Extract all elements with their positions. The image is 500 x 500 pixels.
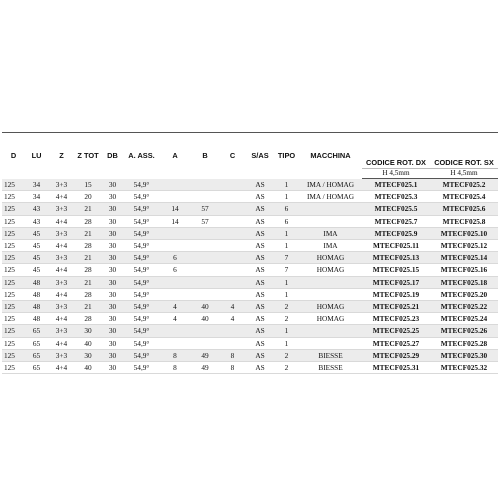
cell-z: 3+3 (48, 276, 75, 288)
cell-lu: 45 (25, 240, 48, 252)
cell-c (219, 240, 246, 252)
product-table-container (2, 132, 498, 374)
cell-a (159, 191, 191, 203)
cell-db: 30 (101, 325, 124, 337)
cell-d: 125 (2, 325, 25, 337)
cell-lu: 65 (25, 325, 48, 337)
cell-z-tot: 28 (75, 264, 101, 276)
header-a-ass: A. ASS. (124, 133, 159, 179)
cell-codice-sx: MTECF025.30 (430, 349, 498, 361)
cell-z-tot: 28 (75, 240, 101, 252)
cell-db: 30 (101, 313, 124, 325)
cell-codice-dx: MTECF025.15 (362, 264, 430, 276)
cell-a-ass: 54,9° (124, 240, 159, 252)
header-d: D (2, 133, 25, 179)
cell-db: 30 (101, 203, 124, 215)
cell-s-as: AS (246, 203, 274, 215)
header-macchina: MACCHINA (299, 133, 362, 179)
table-row (2, 313, 498, 325)
cell-a-ass: 54,9° (124, 227, 159, 239)
cell-tipo: 1 (274, 240, 299, 252)
cell-z: 3+3 (48, 227, 75, 239)
cell-b: 57 (191, 203, 219, 215)
cell-tipo: 1 (274, 337, 299, 349)
cell-db: 30 (101, 276, 124, 288)
cell-z-tot: 21 (75, 301, 101, 313)
cell-codice-dx: MTECF025.27 (362, 337, 430, 349)
cell-a: 4 (159, 301, 191, 313)
cell-s-as: AS (246, 325, 274, 337)
cell-db: 30 (101, 179, 124, 191)
table-row (2, 203, 498, 215)
cell-a-ass: 54,9° (124, 179, 159, 191)
cell-lu: 48 (25, 288, 48, 300)
cell-macchina: HOMAG (299, 301, 362, 313)
cell-codice-sx: MTECF025.24 (430, 313, 498, 325)
cell-s-as: AS (246, 349, 274, 361)
cell-b (191, 227, 219, 239)
cell-db: 30 (101, 215, 124, 227)
cell-tipo: 1 (274, 227, 299, 239)
cell-c (219, 203, 246, 215)
cell-b (191, 325, 219, 337)
cell-c (219, 288, 246, 300)
cell-b (191, 288, 219, 300)
cell-codice-dx: MTECF025.11 (362, 240, 430, 252)
cell-z-tot: 30 (75, 349, 101, 361)
cell-a-ass: 54,9° (124, 203, 159, 215)
cell-z-tot: 28 (75, 313, 101, 325)
cell-tipo: 1 (274, 191, 299, 203)
cell-z: 3+3 (48, 252, 75, 264)
cell-z: 3+3 (48, 349, 75, 361)
cell-lu: 48 (25, 276, 48, 288)
cell-z-tot: 30 (75, 325, 101, 337)
cell-macchina: HOMAG (299, 264, 362, 276)
cell-a-ass: 54,9° (124, 313, 159, 325)
table-row (2, 191, 498, 203)
cell-z-tot: 28 (75, 288, 101, 300)
cell-z-tot: 21 (75, 227, 101, 239)
table-row (2, 337, 498, 349)
cell-b: 57 (191, 215, 219, 227)
cell-a (159, 227, 191, 239)
header-z: Z (48, 133, 75, 179)
cell-db: 30 (101, 191, 124, 203)
cell-c (219, 252, 246, 264)
cell-b: 40 (191, 313, 219, 325)
cell-s-as: AS (246, 288, 274, 300)
header-s-as: S/AS (246, 133, 274, 179)
cell-d: 125 (2, 301, 25, 313)
table-body (2, 179, 498, 374)
cell-z: 3+3 (48, 203, 75, 215)
header-dx-thickness: H 4,5mm (362, 169, 430, 179)
cell-macchina: IMA (299, 227, 362, 239)
cell-d: 125 (2, 191, 25, 203)
cell-a: 8 (159, 362, 191, 374)
cell-codice-dx: MTECF025.19 (362, 288, 430, 300)
cell-codice-dx: MTECF025.9 (362, 227, 430, 239)
cell-a-ass: 54,9° (124, 337, 159, 349)
cell-a: 8 (159, 349, 191, 361)
cell-a-ass: 54,9° (124, 325, 159, 337)
cell-s-as: AS (246, 264, 274, 276)
cell-s-as: AS (246, 276, 274, 288)
cell-s-as: AS (246, 179, 274, 191)
cell-lu: 65 (25, 362, 48, 374)
cell-lu: 34 (25, 191, 48, 203)
cell-a (159, 276, 191, 288)
cell-tipo: 2 (274, 349, 299, 361)
cell-macchina (299, 288, 362, 300)
cell-db: 30 (101, 301, 124, 313)
cell-c: 4 (219, 313, 246, 325)
cell-lu: 45 (25, 252, 48, 264)
cell-s-as: AS (246, 301, 274, 313)
table-row (2, 179, 498, 191)
cell-c (219, 191, 246, 203)
cell-db: 30 (101, 227, 124, 239)
cell-z: 4+4 (48, 288, 75, 300)
header-a: A (159, 133, 191, 179)
cell-a-ass: 54,9° (124, 215, 159, 227)
cell-b (191, 191, 219, 203)
cell-b: 49 (191, 362, 219, 374)
cell-d: 125 (2, 264, 25, 276)
cell-z-tot: 20 (75, 191, 101, 203)
cell-c: 8 (219, 349, 246, 361)
cell-d: 125 (2, 227, 25, 239)
cell-codice-sx: MTECF025.26 (430, 325, 498, 337)
table-row (2, 252, 498, 264)
cell-codice-sx: MTECF025.2 (430, 179, 498, 191)
cell-macchina: IMA / HOMAG (299, 179, 362, 191)
cell-c (219, 215, 246, 227)
cell-b (191, 337, 219, 349)
cell-codice-sx: MTECF025.12 (430, 240, 498, 252)
cell-db: 30 (101, 362, 124, 374)
cell-tipo: 1 (274, 288, 299, 300)
cell-c (219, 227, 246, 239)
cell-lu: 65 (25, 337, 48, 349)
cell-z: 3+3 (48, 325, 75, 337)
cell-db: 30 (101, 288, 124, 300)
cell-codice-sx: MTECF025.14 (430, 252, 498, 264)
cell-z-tot: 15 (75, 179, 101, 191)
cell-s-as: AS (246, 337, 274, 349)
table-row (2, 264, 498, 276)
cell-tipo: 1 (274, 179, 299, 191)
cell-tipo: 2 (274, 301, 299, 313)
cell-a (159, 325, 191, 337)
cell-codice-dx: MTECF025.31 (362, 362, 430, 374)
cell-c (219, 264, 246, 276)
cell-macchina: HOMAG (299, 313, 362, 325)
cell-macchina: BIESSE (299, 349, 362, 361)
cell-tipo: 1 (274, 325, 299, 337)
header-c: C (219, 133, 246, 179)
cell-z: 4+4 (48, 313, 75, 325)
cell-s-as: AS (246, 240, 274, 252)
cell-lu: 48 (25, 313, 48, 325)
cell-db: 30 (101, 264, 124, 276)
cell-d: 125 (2, 203, 25, 215)
cell-a-ass: 54,9° (124, 362, 159, 374)
cell-macchina: HOMAG (299, 252, 362, 264)
cell-z-tot: 21 (75, 276, 101, 288)
cell-lu: 65 (25, 349, 48, 361)
cell-macchina (299, 337, 362, 349)
header-sx-thickness: H 4,5mm (430, 169, 498, 179)
cell-macchina (299, 276, 362, 288)
cell-codice-dx: MTECF025.21 (362, 301, 430, 313)
cell-tipo: 7 (274, 252, 299, 264)
table-row (2, 227, 498, 239)
cell-s-as: AS (246, 362, 274, 374)
cell-z: 4+4 (48, 337, 75, 349)
cell-lu: 45 (25, 264, 48, 276)
cell-a-ass: 54,9° (124, 264, 159, 276)
table-row (2, 240, 498, 252)
cell-d: 125 (2, 288, 25, 300)
cell-macchina: IMA / HOMAG (299, 191, 362, 203)
cell-d: 125 (2, 252, 25, 264)
cell-c: 8 (219, 362, 246, 374)
cell-d: 125 (2, 179, 25, 191)
cell-z-tot: 40 (75, 337, 101, 349)
header-z-tot: Z TOT (75, 133, 101, 179)
cell-z: 3+3 (48, 179, 75, 191)
cell-codice-dx: MTECF025.17 (362, 276, 430, 288)
cell-codice-sx: MTECF025.28 (430, 337, 498, 349)
cell-c (219, 337, 246, 349)
cell-macchina (299, 325, 362, 337)
cell-lu: 34 (25, 179, 48, 191)
cell-z: 4+4 (48, 191, 75, 203)
cell-a-ass: 54,9° (124, 349, 159, 361)
cell-a-ass: 54,9° (124, 191, 159, 203)
cell-codice-dx: MTECF025.25 (362, 325, 430, 337)
cell-d: 125 (2, 362, 25, 374)
cell-codice-sx: MTECF025.20 (430, 288, 498, 300)
cell-tipo: 2 (274, 362, 299, 374)
cell-z-tot: 21 (75, 252, 101, 264)
table-row (2, 325, 498, 337)
cell-a (159, 240, 191, 252)
cell-macchina: IMA (299, 240, 362, 252)
cell-db: 30 (101, 240, 124, 252)
cell-z-tot: 28 (75, 215, 101, 227)
cell-tipo: 6 (274, 215, 299, 227)
cell-d: 125 (2, 313, 25, 325)
cell-z: 4+4 (48, 240, 75, 252)
cell-b (191, 179, 219, 191)
cell-c (219, 325, 246, 337)
cell-codice-sx: MTECF025.8 (430, 215, 498, 227)
table-row (2, 276, 498, 288)
cell-codice-dx: MTECF025.23 (362, 313, 430, 325)
cell-d: 125 (2, 215, 25, 227)
cell-macchina: BIESSE (299, 362, 362, 374)
cell-a (159, 337, 191, 349)
table-row (2, 215, 498, 227)
cell-c (219, 179, 246, 191)
cell-z-tot: 40 (75, 362, 101, 374)
cell-z-tot: 21 (75, 203, 101, 215)
product-specs-table (2, 132, 498, 374)
cell-d: 125 (2, 276, 25, 288)
cell-codice-sx: MTECF025.22 (430, 301, 498, 313)
cell-lu: 45 (25, 227, 48, 239)
table-row (2, 362, 498, 374)
header-codice-sx: CODICE ROT. SX (430, 133, 498, 169)
table-row (2, 349, 498, 361)
cell-b (191, 264, 219, 276)
cell-codice-sx: MTECF025.16 (430, 264, 498, 276)
header-lu: LU (25, 133, 48, 179)
cell-c (219, 276, 246, 288)
cell-a: 6 (159, 252, 191, 264)
cell-tipo: 1 (274, 276, 299, 288)
cell-a-ass: 54,9° (124, 252, 159, 264)
cell-a (159, 179, 191, 191)
header-db: DB (101, 133, 124, 179)
header-b: B (191, 133, 219, 179)
cell-z: 4+4 (48, 215, 75, 227)
cell-codice-sx: MTECF025.18 (430, 276, 498, 288)
cell-db: 30 (101, 349, 124, 361)
cell-b (191, 252, 219, 264)
cell-z: 4+4 (48, 264, 75, 276)
cell-b (191, 276, 219, 288)
cell-codice-dx: MTECF025.13 (362, 252, 430, 264)
cell-z: 3+3 (48, 301, 75, 313)
cell-codice-dx: MTECF025.7 (362, 215, 430, 227)
cell-a: 6 (159, 264, 191, 276)
cell-s-as: AS (246, 252, 274, 264)
cell-d: 125 (2, 337, 25, 349)
cell-db: 30 (101, 337, 124, 349)
cell-lu: 43 (25, 215, 48, 227)
cell-tipo: 7 (274, 264, 299, 276)
cell-d: 125 (2, 240, 25, 252)
cell-codice-dx: MTECF025.5 (362, 203, 430, 215)
cell-a-ass: 54,9° (124, 288, 159, 300)
cell-codice-sx: MTECF025.4 (430, 191, 498, 203)
cell-db: 30 (101, 252, 124, 264)
cell-b (191, 240, 219, 252)
cell-a: 14 (159, 203, 191, 215)
cell-b: 49 (191, 349, 219, 361)
cell-tipo: 2 (274, 313, 299, 325)
cell-a: 4 (159, 313, 191, 325)
cell-s-as: AS (246, 313, 274, 325)
cell-codice-sx: MTECF025.6 (430, 203, 498, 215)
cell-a (159, 288, 191, 300)
cell-codice-dx: MTECF025.29 (362, 349, 430, 361)
cell-macchina (299, 203, 362, 215)
header-codice-dx: CODICE ROT. DX (362, 133, 430, 169)
cell-c: 4 (219, 301, 246, 313)
cell-codice-dx: MTECF025.3 (362, 191, 430, 203)
cell-a: 14 (159, 215, 191, 227)
cell-codice-dx: MTECF025.1 (362, 179, 430, 191)
header-tipo: TIPO (274, 133, 299, 179)
cell-z: 4+4 (48, 362, 75, 374)
cell-d: 125 (2, 349, 25, 361)
cell-b: 40 (191, 301, 219, 313)
cell-tipo: 6 (274, 203, 299, 215)
cell-a-ass: 54,9° (124, 301, 159, 313)
table-row (2, 301, 498, 313)
cell-s-as: AS (246, 191, 274, 203)
cell-codice-sx: MTECF025.10 (430, 227, 498, 239)
cell-s-as: AS (246, 227, 274, 239)
cell-codice-sx: MTECF025.32 (430, 362, 498, 374)
cell-s-as: AS (246, 215, 274, 227)
table-row (2, 288, 498, 300)
cell-a-ass: 54,9° (124, 276, 159, 288)
cell-lu: 48 (25, 301, 48, 313)
cell-lu: 43 (25, 203, 48, 215)
cell-macchina (299, 215, 362, 227)
